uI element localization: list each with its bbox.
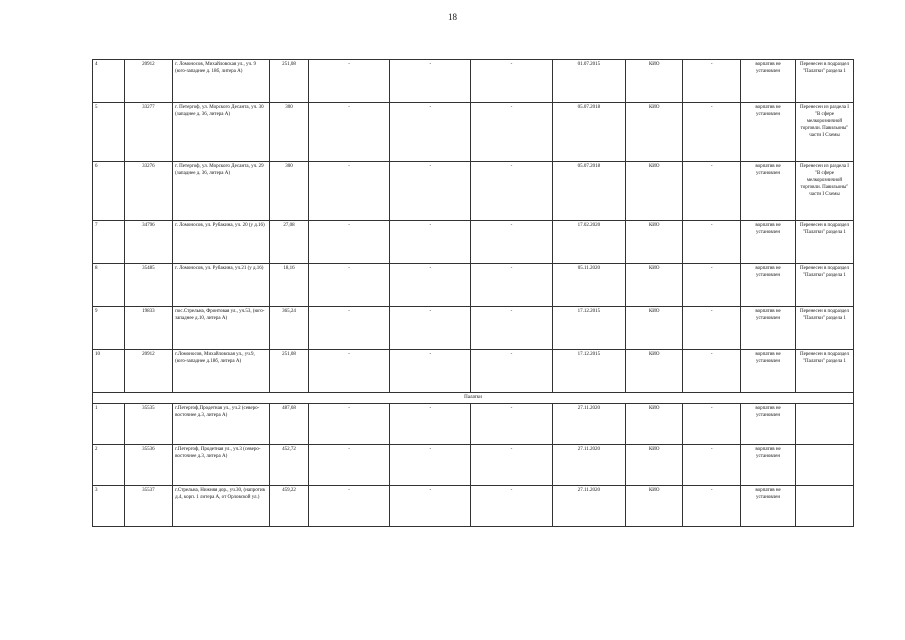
table-cell: КИО [626,307,683,350]
table-body-bottom [93,404,854,527]
table-cell: КИО [626,264,683,307]
table-cell: - [471,60,552,103]
table-body-top [93,60,854,393]
table-cell: 27.11.2020 [552,486,626,527]
table-cell: - [683,162,741,221]
table-cell: - [471,264,552,307]
table-cell: 2 [93,445,125,486]
table-cell: КИО [626,445,683,486]
table-cell: - [683,404,741,445]
table-cell: - [309,486,390,527]
table-cell: ворпатив не установлен [741,60,796,103]
table-row [93,60,854,103]
table-cell: г. Ломоносов, ул. Рубакина, уч.21 (у д.16) [173,264,270,307]
table-cell: - [309,221,390,264]
table-cell: - [390,264,471,307]
table-cell: 7 [93,221,125,264]
table-row [93,103,854,162]
table-cell: Перенесен в подраздел "Палатки" раздела 1 [795,350,853,393]
table-cell: г.Стрельна, Нижняя дор., уч.30, (напротив д.4, корп. 1 литера А, от Орловской ул.) [173,486,270,527]
table-cell: ворпатив не установлен [741,486,796,527]
table-cell: 300 [270,162,309,221]
table-cell: - [309,307,390,350]
table-cell: г.Петергоф,Продетная ул., уч.2 (северо-восточнее д.3, литера А) [173,404,270,445]
table-cell: 34796 [124,221,172,264]
table-cell: 459,22 [270,486,309,527]
table-cell: - [471,103,552,162]
table-cell: - [683,60,741,103]
table-cell: 3 [93,486,125,527]
table-cell: - [309,445,390,486]
table-cell: 1 [93,404,125,445]
table-cell: 251,08 [270,60,309,103]
table-cell: 6 [93,162,125,221]
table-cell: - [471,307,552,350]
table-cell: - [390,350,471,393]
table-cell: Перенесен в подраздел "Палатки" раздела 1 [795,60,853,103]
table-cell: 18,16 [270,264,309,307]
table-cell: Перенесен в подраздел "Палатки" раздела 1 [795,221,853,264]
table-cell: 487,68 [270,404,309,445]
table-cell [795,486,853,527]
table-cell: г. Петергоф, ул. Морского Десанта, уч. 29 (западнее д. 36, литера А) [173,162,270,221]
table-cell: 05.07.2018 [552,103,626,162]
table-cell: ворпатив не установлен [741,162,796,221]
table-cell: - [390,103,471,162]
table-cell: 33277 [124,103,172,162]
table-cell: - [683,486,741,527]
table-cell: - [471,404,552,445]
table-row [93,162,854,221]
table-cell: 33276 [124,162,172,221]
table-cell: 5 [93,103,125,162]
table-cell: 20912 [124,350,172,393]
table-cell: КИО [626,404,683,445]
table-cell: - [390,162,471,221]
table-cell: - [471,162,552,221]
table-cell: ворпатив не установлен [741,445,796,486]
schedule-table [92,59,854,527]
table-cell: г.Ломоносов, Михайловская ул., уч.9, (юго-западнее д.18б, литера А) [173,350,270,393]
table-cell: - [309,103,390,162]
table-cell: ворпатив не установлен [741,264,796,307]
table-cell: 35536 [124,445,172,486]
table-row [93,264,854,307]
table-cell: - [309,404,390,445]
table-cell: 452,72 [270,445,309,486]
table-cell: Перенесен в подраздел "Палатки" раздела 1 [795,307,853,350]
table-cell: - [683,264,741,307]
table-cell: 17.12.2015 [552,307,626,350]
table-cell: - [309,60,390,103]
table-cell: 17.02.2020 [552,221,626,264]
table-cell: 8 [93,264,125,307]
table-cell: г. Ломоносов, Михайловская ул., уч. 9 (юго-западнее д. 18б, литера А) [173,60,270,103]
table-cell: 27.11.2020 [552,445,626,486]
table-cell: г. Ломоносов, ул. Рубакина, уч. 20 (у д.16) [173,221,270,264]
table-cell: - [683,445,741,486]
table-cell: 05.11.2020 [552,264,626,307]
table-cell: - [683,350,741,393]
table-cell: Перенесен из раздела I "В сфере мелкорозничной торговли. Павильоны" части I Схемы [795,162,853,221]
table-cell: пос.Стрельна, Фронтовая ул., уч.53, (юго-западнее д.10, литера А) [173,307,270,350]
table-cell: - [471,221,552,264]
table-cell: 365,24 [270,307,309,350]
section-title: Палатки [93,393,854,404]
table-cell: КИО [626,221,683,264]
table-row [93,445,854,486]
table-cell: 35537 [124,486,172,527]
table-cell: - [390,404,471,445]
section-header-row [93,393,854,404]
table-cell: - [471,350,552,393]
table-cell: КИО [626,60,683,103]
table-row [93,307,854,350]
table-cell: 4 [93,60,125,103]
table-cell: ворпатив не установлен [741,350,796,393]
table-row [93,486,854,527]
table-cell: 05.07.2018 [552,162,626,221]
table-cell: ворпатив не установлен [741,307,796,350]
table-cell: 27,08 [270,221,309,264]
table-cell: КИО [626,162,683,221]
table-cell: г. Петергоф, ул. Морского Десанта, уч. 30 (западнее д. 36, литера А) [173,103,270,162]
table-cell: - [683,221,741,264]
table-cell: 35485 [124,264,172,307]
table-cell: 27.11.2020 [552,404,626,445]
table-cell: 300 [270,103,309,162]
table-cell: ворпатив не установлен [741,404,796,445]
table-cell: - [309,162,390,221]
table-cell: 10 [93,350,125,393]
table-cell: г.Петергоф, Продетная ул., уч.3 (северо-восточнее д.3, литера А) [173,445,270,486]
table-cell: - [309,350,390,393]
table-cell: - [683,103,741,162]
table-cell [795,445,853,486]
table-cell: - [390,60,471,103]
table-cell: КИО [626,486,683,527]
table-cell: - [471,445,552,486]
table-cell: КИО [626,350,683,393]
table-cell: - [390,307,471,350]
table-cell: 17.12.2015 [552,350,626,393]
table-cell: КИО [626,103,683,162]
table-row [93,404,854,445]
table-cell: - [390,221,471,264]
table-cell: 20912 [124,60,172,103]
table-cell: Перенесен в подраздел "Палатки" раздела 1 [795,264,853,307]
table-cell: Перенесен из раздела I "В сфере мелкорозничной торговли. Павильоны" части I Схемы [795,103,853,162]
table-cell: 9 [93,307,125,350]
table-cell: 35535 [124,404,172,445]
table-row [93,350,854,393]
table-cell: - [471,486,552,527]
table-row [93,221,854,264]
table-cell: - [309,264,390,307]
table-cell: 01.07.2015 [552,60,626,103]
table-cell: 251,08 [270,350,309,393]
table-cell: ворпатив не установлен [741,221,796,264]
table-cell: - [390,486,471,527]
table-cell: - [683,307,741,350]
table-cell: - [390,445,471,486]
table-cell: ворпатив не установлен [741,103,796,162]
table-cell [795,404,853,445]
table-cell: 19833 [124,307,172,350]
page-number: 18 [448,12,457,22]
